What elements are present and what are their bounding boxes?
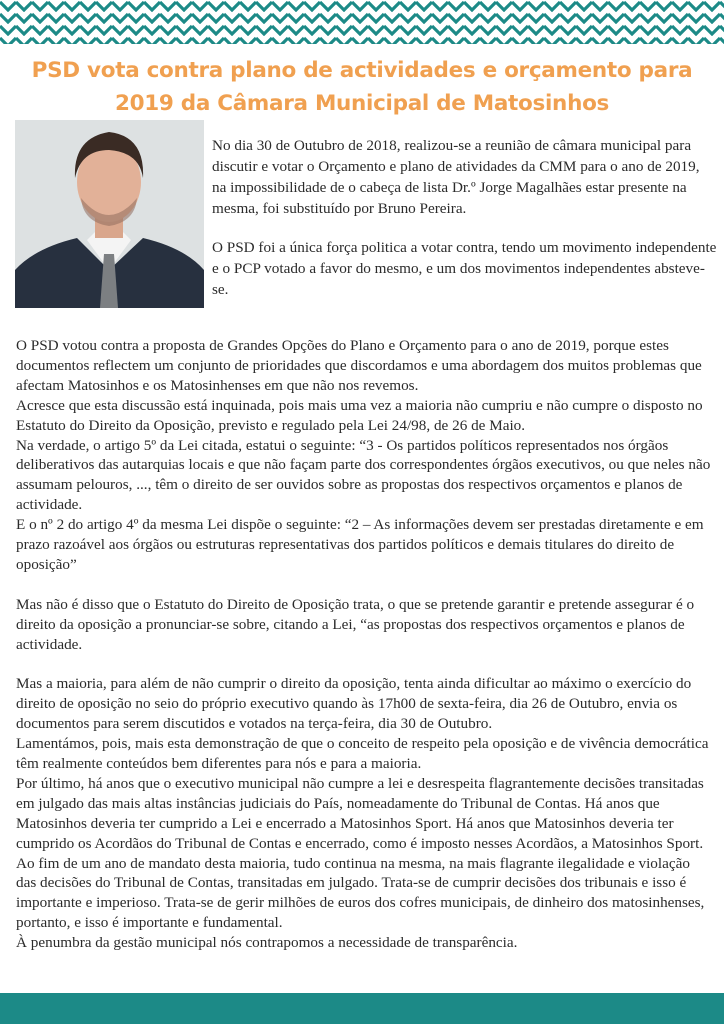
footer-bar xyxy=(0,993,724,1024)
body-line: E o nº 2 do artigo 4º da mesma Lei dispõe o seguinte: “2 – As informações devem ser prestadas diretamente e em prazo razoável aos órgãos ou estruturas representativas dos partidos políticos e demais titulares do direito de oposição” xyxy=(16,516,704,573)
body-line: Lamentámos, pois, mais esta demonstração de que o conceito de respeito pela oposição e de vivência democrática têm realmente conteúdos bem diferentes para nós e para a maioria. xyxy=(16,735,709,772)
body-line: Mas a maioria, para além de não cumprir o direito da oposição, tenta ainda dificultar ao máximo o exercício do direito de oposição no seio do próprio executivo quando às 17h00 de sexta-feira, dia 26 de Outubro, envia os documentos para serem discutidos e votados na terça-feira, dia 30 de Outubro. xyxy=(16,675,692,733)
portrait-photo xyxy=(15,120,204,308)
body-paragraph xyxy=(16,674,712,953)
intro-paragraph: No dia 30 de Outubro de 2018, realizou-se a reunião de câmara municipal para discutir e votar o Orçamento e plano de atividades da CMM para o ano de 2019, na impossibilidade de o cabeça de lista Dr.º Jorge Magalhães estar presente na mesma, foi substituído por Bruno Pereira. xyxy=(212,137,700,217)
body-line: O PSD votou contra a proposta de Grandes Opções do Plano e Orçamento para o ano de 2019, porque estes documentos reflectem um conjunto de prioridades que discordamos e uma abordagem dos muitos problemas que afectam Matosinhos e os Matosinhenses em que não nos revemos. xyxy=(16,337,702,394)
title-line-2: 2019 da Câmara Municipal de Matosinhos xyxy=(114,91,610,116)
title-line-1: PSD vota contra plano de actividades e orçamento para xyxy=(31,58,693,83)
person-illustration xyxy=(15,120,204,308)
body-line: Acresce que esta discussão está inquinada, pois mais uma vez a maioria não cumpriu e não cumpre o disposto no Estatuto do Direito da Oposição, previsto e regulado pela Lei 24/98, de 26 de Maio. xyxy=(16,396,703,434)
body-paragraph xyxy=(16,336,712,575)
intro-paragraph: O PSD foi a única força politica a votar contra, tendo um movimento independente e o PCP votado a favor do mesmo, e um dos movimentos independentes absteve-se. xyxy=(212,239,717,298)
body-line: Ao fim de um ano de mandato desta maioria, tudo continua na mesma, na mais flagrante ilegalidade e violação das decisões do Tribunal de Contas, transitadas em julgado. Trata-se de cumprir decisões dos tribunais e isso é importante e imperioso. Trata-se de gerir milhões de euros dos cofres municipais, de dinheiro dos matosinhenses, portanto, e isso é importante e fundamental. xyxy=(16,854,705,932)
body-line: À penumbra da gestão municipal nós contrapomos a necessidade de transparência. xyxy=(16,934,518,952)
zigzag-border xyxy=(0,0,724,44)
body-paragraph: Mas não é disso que o Estatuto do Direito de Oposição trata, o que se pretende garantir e pretende assegurar é o direito da oposição a pronunciar-se sobre, citando a Lei, “as propostas dos respectivos orçamentos e planos de actividade. xyxy=(16,595,695,653)
article-body xyxy=(16,336,712,973)
body-line: Por último, há anos que o executivo municipal não cumpre a lei e desrespeita flagrantemente decisões transitadas em julgado das mais altas instâncias judiciais do País, nomeadamente do Tribunal de Contas. Há anos que Matosinhos deveria ter cumprido a Lei e encerrado a Matosinhos Sport. Há anos que Matosinhos deveria ter cumprido os Acordãos do Tribunal de Contas e encerrado, como é imposto nesses Acordãos, a Matosinhos Sport. xyxy=(16,774,704,852)
body-line: Na verdade, o artigo 5º da Lei citada, estatui o seguinte: “3 - Os partidos políticos representados nos órgãos deliberativos das autarquias locais e que não façam parte dos correspondentes órgãos executivos, ou que neles não assumam pelouros, ..., têm o direito de ser ouvidos sobre as propostas dos respectivos orçamentos e planos de actividade. xyxy=(16,436,711,514)
intro-text xyxy=(212,135,717,318)
page-title xyxy=(0,54,724,120)
